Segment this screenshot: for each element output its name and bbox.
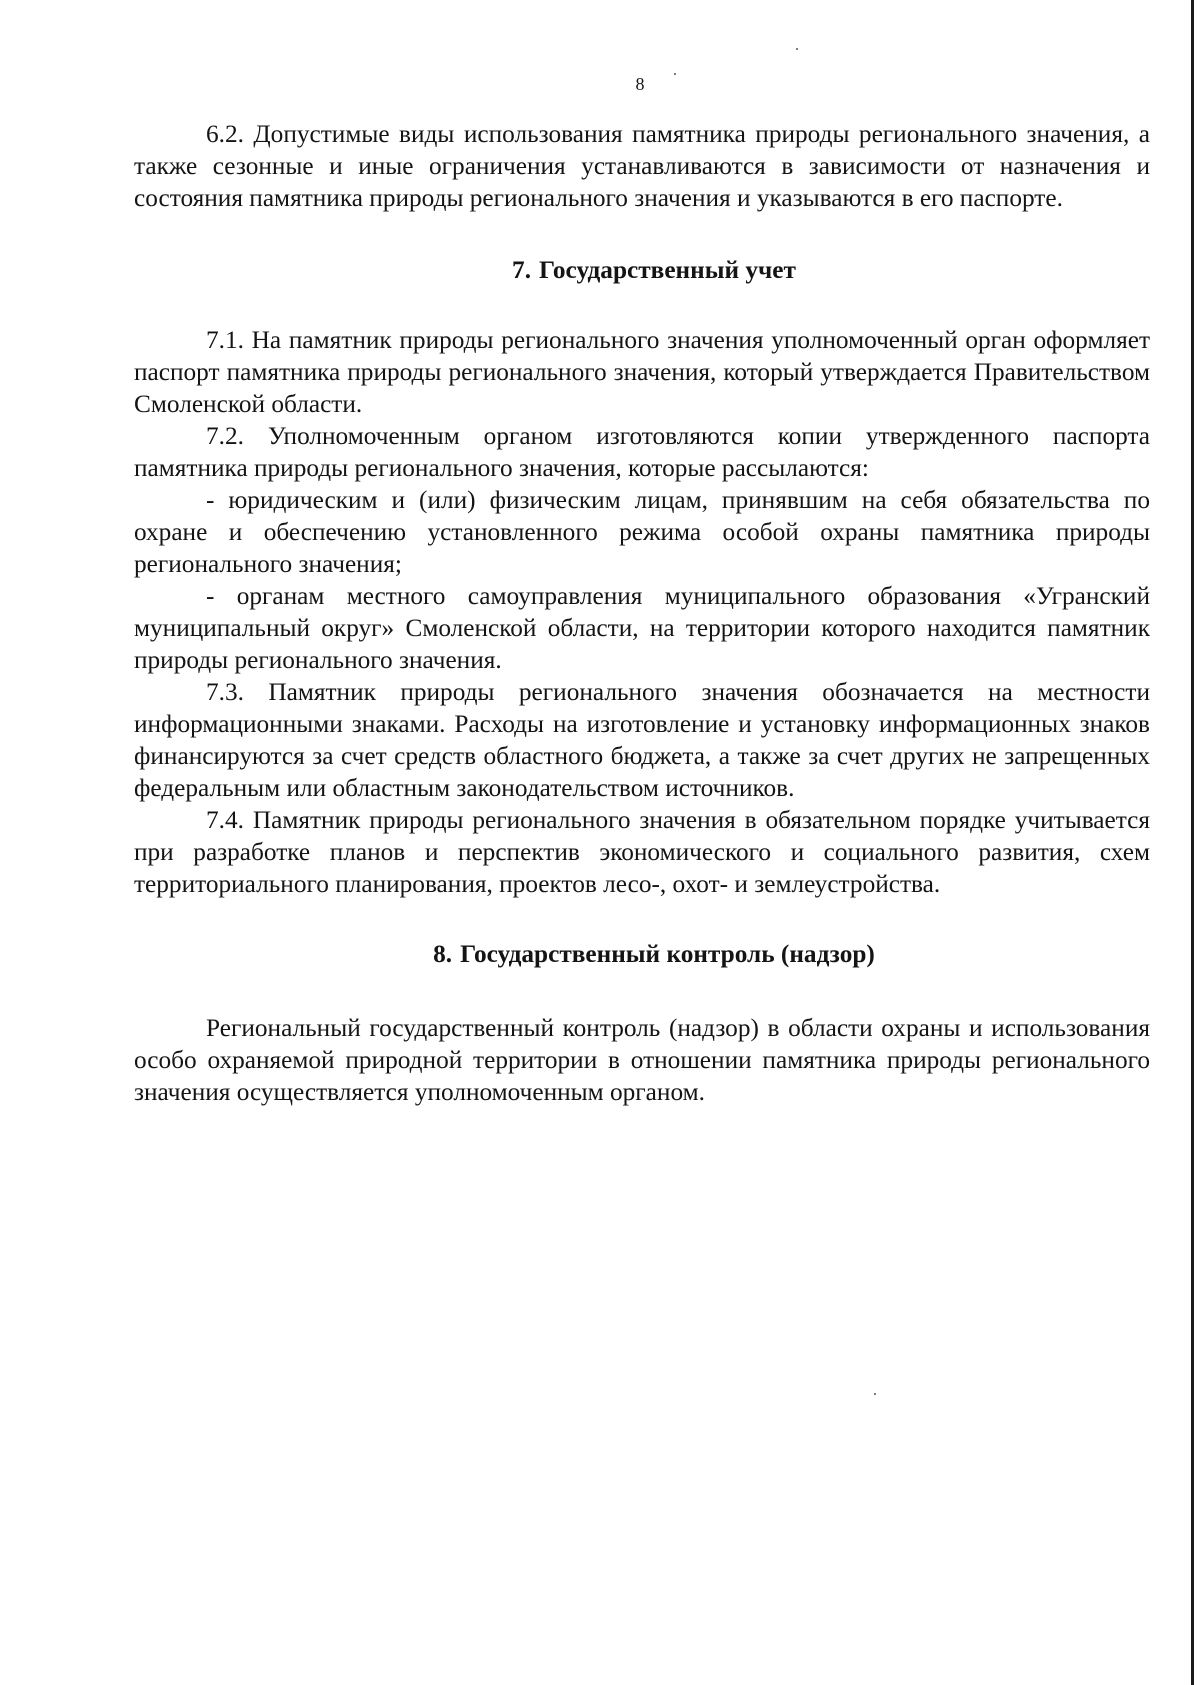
section-8-heading: [134, 938, 1150, 970]
paragraph-7-3: 7.3. Памятник природы регионального значения обозначается на местности информационными знаками. Расходы на изготовление и установку информационных знаков финансируются за счет средств областного бюджета, а также за счет других не запрещенных федеральным или областным законодательством источников.: [134, 678, 1150, 802]
paragraph-7-2: 7.2. Уполномоченным органом изготовляются копии утвержденного паспорта памятника природы регионального значения, которые рассылаются:: [134, 422, 1150, 482]
section-7-heading: [134, 254, 1150, 286]
paragraph-7-2-item-1: - юридическим и (или) физическим лицам, принявшим на себя обязательства по охране и обеспечению установленного режима особой охраны памятника природы регионального значения;: [134, 486, 1150, 578]
paragraph-7-4: 7.4. Памятник природы регионального значения в обязательном порядке учитывается при разработке планов и перспектив экономического и социального развития, схем территориального планирования, проектов лесо-, охот- и землеустройства.: [134, 806, 1150, 898]
paragraph-8: Региональный государственный контроль (надзор) в области охраны и использования особо охраняемой природной территории в отношении памятника природы регионального значения осуществляется уполномоченным органом.: [134, 1014, 1150, 1106]
paragraph-7-1: 7.1. На памятник природы регионального значения уполномоченный орган оформляет паспорт памятника природы регионального значения, который утверждается Правительством Смоленской области.: [134, 326, 1150, 418]
scan-speck: [874, 1393, 876, 1395]
section-8-title: Государственный контроль (надзор): [460, 940, 875, 968]
paragraph-6-2: 6.2. Допустимые виды использования памятника природы регионального значения, а также сезонные и иные ограничения устанавливаются в зависимости от назначения и состояния памятника природы регионального значения и указываются в его паспорте.: [134, 120, 1150, 212]
section-7-title: Государственный учет: [539, 256, 796, 284]
page-number: 8: [635, 74, 645, 94]
scan-speck: [796, 48, 798, 50]
section-7-number: 7.: [512, 256, 532, 284]
paragraph-7-2-item-2: - органам местного самоуправления муниципального образования «Угранский муниципальный округ» Смоленской области, на территории которого находится памятник природы регионального значения.: [134, 582, 1150, 674]
section-8-number: 8.: [433, 940, 453, 968]
scan-edge: [1191, 0, 1194, 1685]
document-body: [134, 118, 1150, 1108]
